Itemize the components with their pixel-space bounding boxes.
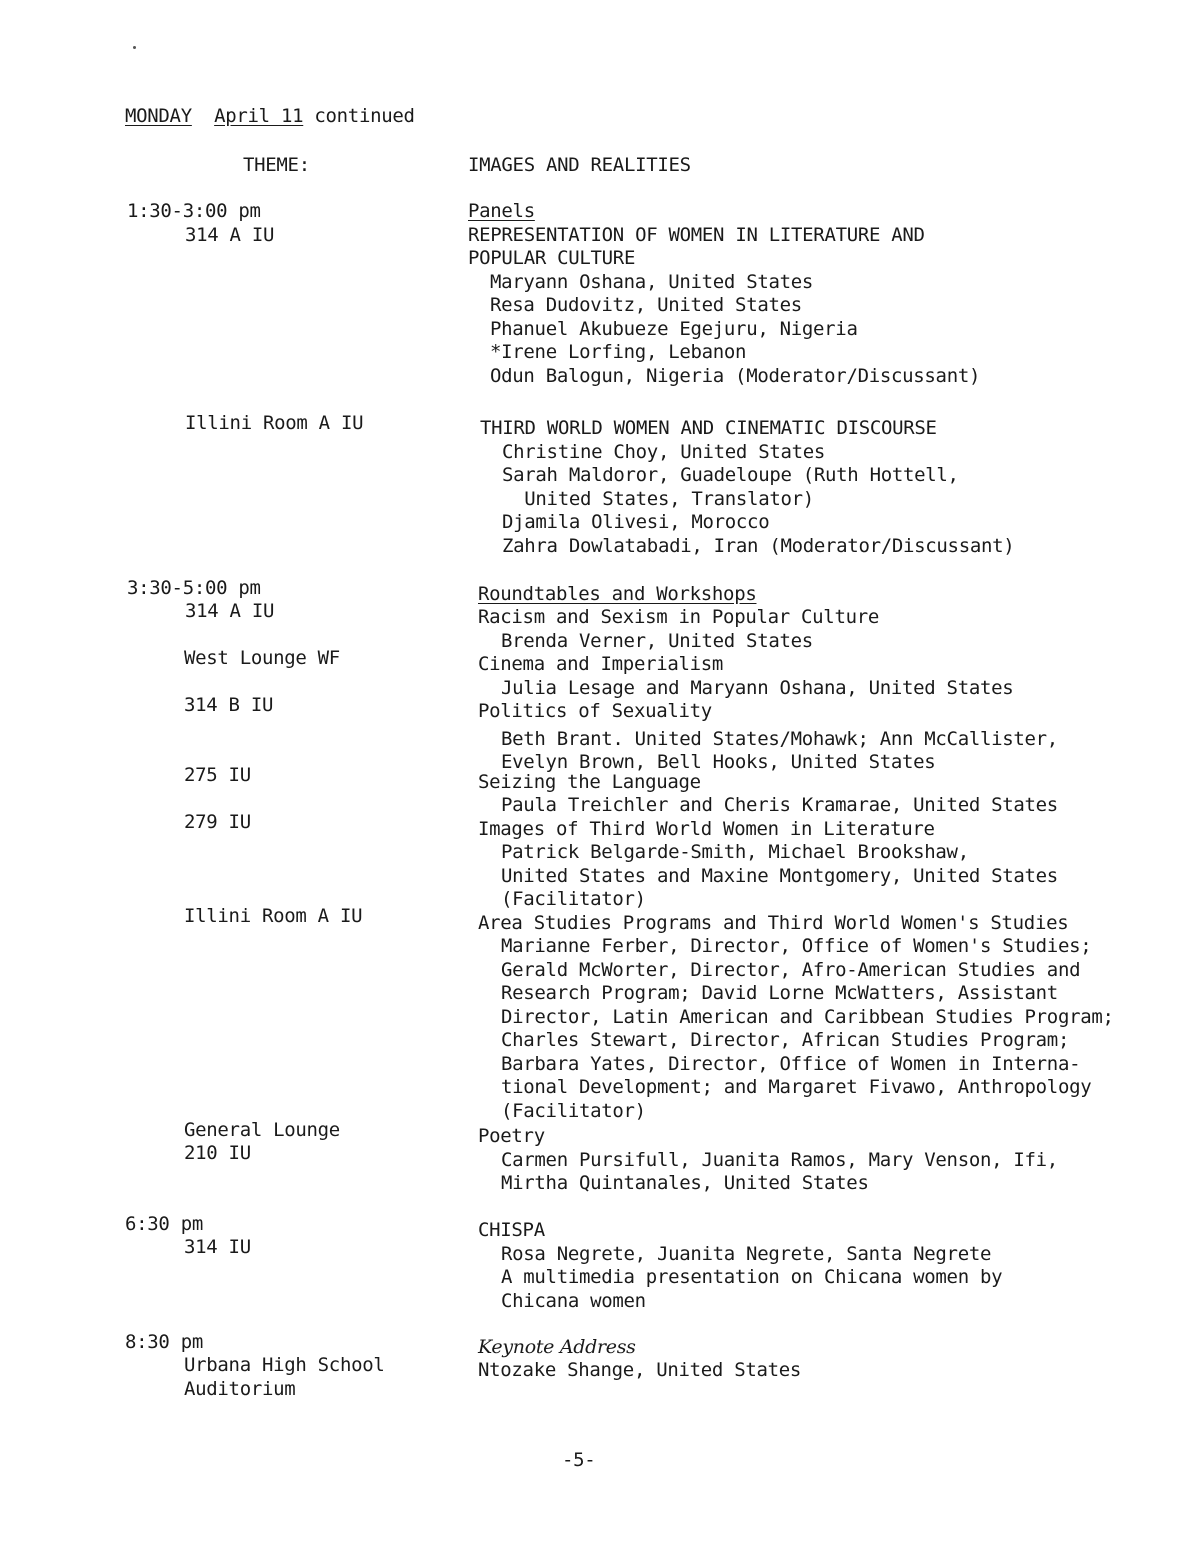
session-category: Panels	[468, 200, 535, 222]
event-title: Seizing the Language	[478, 771, 701, 793]
event-detail: *Irene Lorfing, Lebanon	[490, 341, 747, 363]
event-detail: Gerald McWorter, Director, Afro-American Studies and	[501, 959, 1081, 981]
event-title: Images of Third World Women in Literature	[478, 818, 935, 840]
event-detail: A multimedia presentation on Chicana women by	[501, 1266, 1003, 1288]
event-detail: Chicana women	[501, 1290, 646, 1312]
page-header	[125, 105, 415, 129]
event-title: Area Studies Programs and Third World Women's Studies	[478, 912, 1069, 934]
event-location: General Lounge	[184, 1119, 340, 1141]
theme-label: THEME:	[243, 154, 310, 176]
event-title: THIRD WORLD WOMEN AND CINEMATIC DISCOURSE	[480, 417, 937, 439]
event-detail: tional Development; and Margaret Fivawo, Anthropology	[501, 1076, 1092, 1098]
session-time: 3:30-5:00 pm	[127, 577, 261, 599]
event-detail: Brenda Verner, United States	[501, 630, 813, 652]
event-detail: United States and Maxine Montgomery, United States	[501, 865, 1058, 887]
event-location: Auditorium	[184, 1378, 296, 1400]
event-detail: Julia Lesage and Maryann Oshana, United States	[501, 677, 1014, 699]
event-location: 314 A IU	[185, 600, 275, 622]
event-detail: (Facilitator)	[501, 1100, 646, 1122]
header-date: April 11	[214, 105, 304, 127]
event-detail: Research Program; David Lorne McWatters, Assistant	[501, 982, 1058, 1004]
event-detail: Beth Brant. United States/Mohawk; Ann McCallister,	[501, 728, 1058, 750]
keynote-label: Keynote Address	[478, 1336, 636, 1358]
event-detail: Charles Stewart, Director, African Studies Program;	[501, 1029, 1070, 1051]
event-detail: Resa Dudovitz, United States	[490, 294, 802, 316]
event-location: 279 IU	[184, 811, 251, 833]
session-time: 1:30-3:00 pm	[127, 200, 261, 222]
event-detail: Djamila Olivesi, Morocco	[502, 511, 770, 533]
event-location: West Lounge WF	[184, 647, 340, 669]
event-title: Racism and Sexism in Popular Culture	[478, 606, 880, 628]
event-location: 210 IU	[184, 1142, 251, 1164]
event-detail: Paula Treichler and Cheris Kramarae, United States	[501, 794, 1058, 816]
event-title: REPRESENTATION OF WOMEN IN LITERATURE AND	[468, 224, 925, 246]
event-detail: Carmen Pursifull, Juanita Ramos, Mary Venson, Ifi,	[501, 1149, 1058, 1171]
event-title: Poetry	[478, 1125, 545, 1147]
event-detail: Maryann Oshana, United States	[490, 271, 814, 293]
event-location: 314 IU	[184, 1236, 251, 1258]
event-detail: Patrick Belgarde-Smith, Michael Brookshaw,	[501, 841, 969, 863]
event-detail: Christine Choy, United States	[502, 441, 826, 463]
header-continued: continued	[314, 105, 415, 127]
event-detail: Evelyn Brown, Bell Hooks, United States	[501, 751, 936, 773]
event-title: Politics of Sexuality	[478, 700, 712, 722]
event-detail: Marianne Ferber, Director, Office of Women's Studies;	[501, 935, 1092, 957]
event-location: Urbana High School	[184, 1354, 385, 1376]
session-time: 6:30 pm	[125, 1213, 203, 1235]
event-detail: Odun Balogun, Nigeria (Moderator/Discussant)	[490, 365, 981, 387]
event-detail: Barbara Yates, Director, Office of Women in Interna-	[501, 1053, 1081, 1075]
event-location: 314 A IU	[185, 224, 275, 246]
scan-speck	[133, 46, 136, 49]
event-detail: Phanuel Akubueze Egejuru, Nigeria	[490, 318, 858, 340]
event-detail: Ntozake Shange, United States	[478, 1359, 802, 1381]
event-title: CHISPA	[478, 1219, 545, 1241]
event-location: Illini Room A IU	[185, 412, 364, 434]
session-time: 8:30 pm	[125, 1331, 203, 1353]
event-detail: United States, Translator)	[502, 488, 814, 510]
event-detail: (Facilitator)	[501, 888, 646, 910]
session-category: Roundtables and Workshops	[478, 583, 757, 605]
event-location: Illini Room A IU	[184, 905, 363, 927]
page-number: -5-	[562, 1449, 596, 1471]
event-detail: Zahra Dowlatabadi, Iran (Moderator/Discussant)	[502, 535, 1015, 557]
event-title: POPULAR CULTURE	[468, 247, 636, 269]
header-day: MONDAY	[125, 105, 192, 127]
theme-value: IMAGES AND REALITIES	[468, 154, 691, 176]
event-detail: Mirtha Quintanales, United States	[501, 1172, 869, 1194]
event-detail: Director, Latin American and Caribbean Studies Program;	[501, 1006, 1114, 1028]
event-detail: Rosa Negrete, Juanita Negrete, Santa Negrete	[501, 1243, 992, 1265]
event-detail: Sarah Maldoror, Guadeloupe (Ruth Hottell,	[502, 464, 959, 486]
event-location: 314 B IU	[184, 694, 274, 716]
event-title: Cinema and Imperialism	[478, 653, 724, 675]
event-location: 275 IU	[184, 764, 251, 786]
